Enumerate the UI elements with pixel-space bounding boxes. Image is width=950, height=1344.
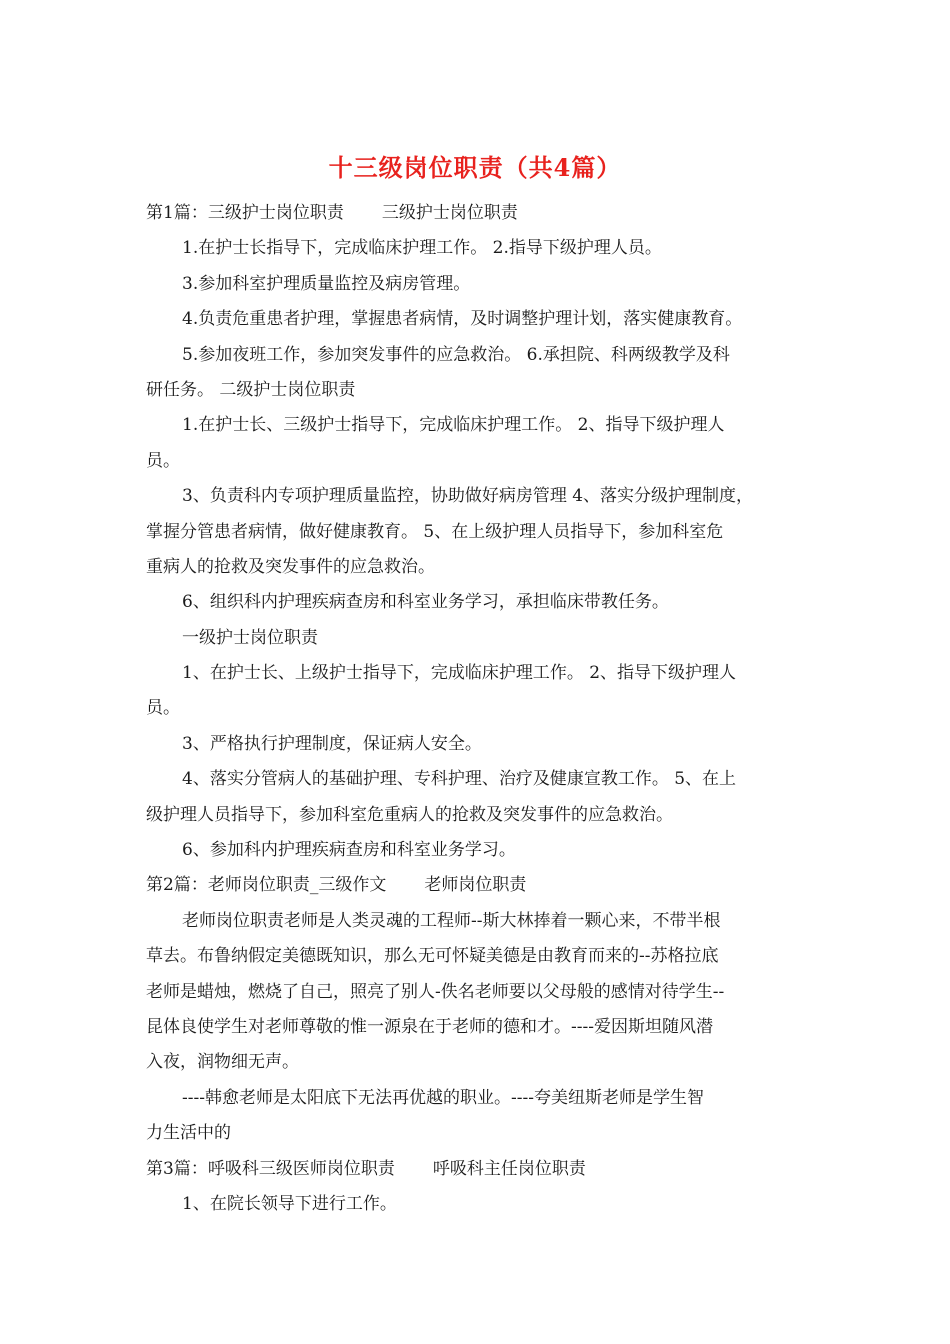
text-line-content: 力生活中的 xyxy=(146,1123,231,1144)
text-line-content: 重病人的抢救及突发事件的应急救治。 xyxy=(146,556,435,577)
text-line-content: 昆体良使学生对老师尊敬的惟一源泉在于老师的德和才。----爱因斯坦随风潜 xyxy=(146,1016,713,1037)
text-line-content: 员。 xyxy=(146,698,180,719)
text-line-content: 老师是蜡烛，燃烧了自己，照亮了别人-佚名老师要以父母般的感情对待学生-- xyxy=(146,981,725,1002)
section-subheading-text: 老师岗位职责 xyxy=(424,875,527,896)
text-line-content: 3.参加科室护理质量监控及病房管理。 xyxy=(182,273,471,294)
text-line xyxy=(146,762,816,797)
text-line xyxy=(146,408,816,443)
text-line-content: 研任务。 二级护士岗位职责 xyxy=(146,379,356,400)
section-subheading-text: 三级护士岗位职责 xyxy=(381,203,518,223)
text-line xyxy=(146,833,816,868)
text-line xyxy=(146,939,816,974)
text-line xyxy=(146,798,816,833)
text-line xyxy=(146,727,816,762)
text-line-content: 老师岗位职责老师是人类灵魂的工程师--斯大林捧着一颗心来，不带半根 xyxy=(182,910,721,931)
text-line-content: 4.负责危重患者护理，掌握患者病情，及时调整护理计划，落实健康教育。 xyxy=(182,309,743,330)
text-line-content: 3、负责科内专项护理质量监控，协助做好病房管理 4、落实分级护理制度， xyxy=(182,486,754,507)
text-line xyxy=(146,1187,816,1222)
text-line-content: 4、落实分管病人的基础护理、专科护理、治疗及健康宣教工作。 5、在上 xyxy=(182,769,737,790)
text-line-content: 员。 xyxy=(146,450,180,471)
text-line-content: 5.参加夜班工作，参加突发事件的应急救治。 6.承担院、科两级教学及科 xyxy=(182,344,730,365)
text-line xyxy=(146,267,816,302)
text-line xyxy=(146,550,816,585)
section-heading xyxy=(146,1152,816,1187)
text-line xyxy=(146,515,816,550)
text-line-content: 1、在护士长、上级护士指导下，完成临床护理工作。 2、指导下级护理人 xyxy=(182,663,737,684)
text-line-content: ----韩愈老师是太阳底下无法再优越的职业。----夸美纽斯老师是学生智 xyxy=(182,1087,704,1108)
section-heading-text: 第2篇：老师岗位职责_三级作文 xyxy=(146,875,387,896)
text-line xyxy=(146,691,816,726)
text-line xyxy=(146,373,816,408)
text-line xyxy=(146,1045,816,1080)
section-heading-text: 第1篇：三级护士岗位职责 xyxy=(146,203,344,223)
text-line-content: 入夜，润物细无声。 xyxy=(146,1052,299,1073)
text-line-content: 掌握分管患者病情，做好健康教育。 5、在上级护理人员指导下，参加科室危 xyxy=(146,521,724,542)
section-heading xyxy=(146,868,816,903)
text-line xyxy=(146,1116,816,1151)
text-line-content: 6、参加科内护理疾病查房和科室业务学习。 xyxy=(182,840,516,861)
document-title: 十三级岗位职责（共4篇） xyxy=(328,153,622,182)
text-line xyxy=(146,302,816,337)
text-line-content: 级护理人员指导下，参加科室危重病人的抢救及突发事件的应急救治。 xyxy=(146,804,673,825)
text-line xyxy=(146,585,816,620)
text-line-content: 1、在院长领导下进行工作。 xyxy=(182,1193,397,1214)
text-line xyxy=(146,444,816,479)
section-subheading-text: 呼吸科主任岗位职责 xyxy=(432,1158,586,1179)
text-line xyxy=(146,338,816,373)
text-line xyxy=(146,975,816,1010)
text-line-content: 3、严格执行护理制度，保证病人安全。 xyxy=(182,733,482,754)
text-line-content: 一级护士岗位职责 xyxy=(182,627,318,648)
section-heading-text: 第3篇：呼吸科三级医师岗位职责 xyxy=(146,1158,395,1179)
text-line xyxy=(146,904,816,939)
text-line xyxy=(146,479,816,514)
text-line-content: 1.在护士长、三级护士指导下，完成临床护理工作。 2、指导下级护理人 xyxy=(182,415,725,436)
text-line xyxy=(146,1081,816,1116)
text-line xyxy=(146,621,816,656)
text-line-content: 草去。布鲁纳假定美德既知识，那么无可怀疑美德是由教育而来的--苏格拉底 xyxy=(146,946,719,967)
section-heading xyxy=(146,196,816,231)
text-line-content: 1.在护士长指导下，完成临床护理工作。 2.指导下级护理人员。 xyxy=(182,238,662,259)
text-line xyxy=(146,1010,816,1045)
text-line-content: 6、组织科内护理疾病查房和科室业务学习，承担临床带教任务。 xyxy=(182,592,669,613)
text-line xyxy=(146,231,816,266)
document-body xyxy=(146,196,816,1222)
text-line xyxy=(146,656,816,691)
